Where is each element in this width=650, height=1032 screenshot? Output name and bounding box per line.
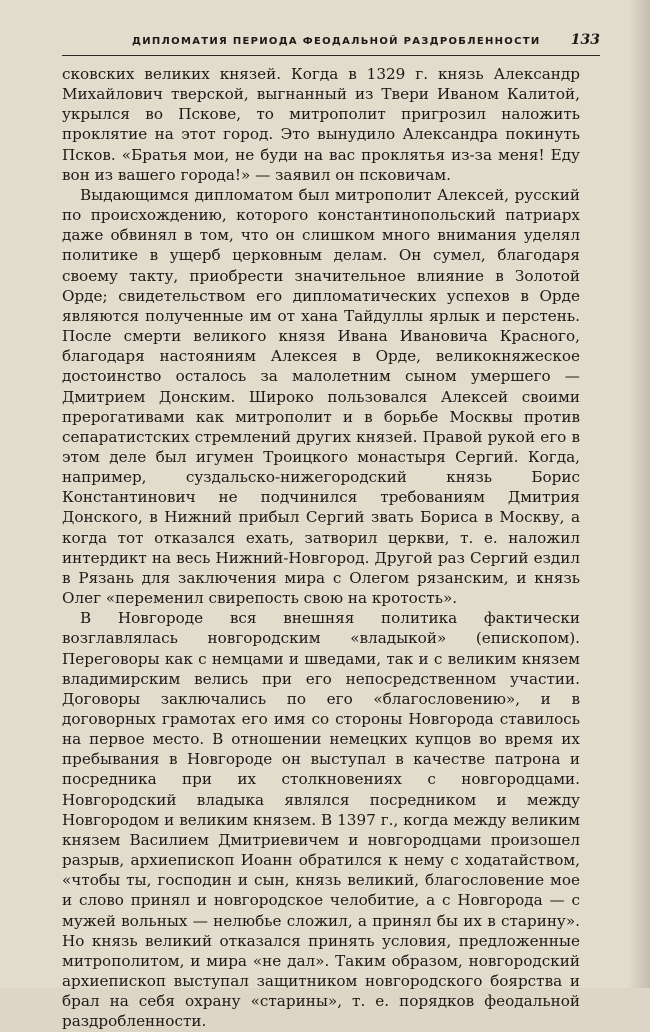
page-number: 133: [570, 32, 600, 48]
paragraph-continued: сковских великих князей. Когда в 1329 г. князь Александр Михайлович тверской, выгнанный из Твери Иваном Калитой, укрылся во Пскове, то митрополит пригрозил наложить проклятие на этот город. Это вынудило Александра покинуть Псков. «Братья мои, не буди на вас проклятья из-за меня! Еду вон из вашего города!» — заявил он псковичам.: [62, 65, 580, 184]
running-head: [62, 30, 600, 54]
running-title: ДИПЛОМАТИЯ ПЕРИОДА ФЕОДАЛЬНОЙ РАЗДРОБЛЕННОСТИ: [132, 36, 541, 47]
body-text: [62, 64, 580, 1032]
paragraph-novgorod: В Новгороде вся внешняя политика фактически возглавлялась новгородским «владыкой» (епископом). Переговоры как с немцами и шведами, так и с великим князем владимирским велись при его непосредственном участии. Договоры заключались по его «благословению», и в договорных грамотах его имя со стороны Новгорода ставилось на первое место. В отношении немецких купцов во время их пребывания в Новгороде он выступал в качестве патрона и посредника при их столкновениях с новгородцами. Новгородский владыка являлся посредником и между Новгородом и великим князем. В 1397 г., когда между великим князем Василием Дмитриевичем и новгородцами произошел разрыв, архиепископ Иоанн обратился к нему с ходатайством, «чтобы ты, господин и сын, князь великий, благословение мое и слово принял и новгородское челобитие, а с Новгорода — с мужей вольных — нелюбье сложил, а принял бы их в старину». Но князь великий отказался принять условия, предложенные митрополитом, и мира «не дал». Таким образом, новгородский архиепископ выступал защитником новгородского боярства и брал на себя охрану «старины», т. е. порядков феодальной раздробленности.: [62, 609, 580, 1031]
header-rule: [62, 55, 600, 56]
page-gutter-shadow: [628, 0, 650, 988]
paragraph-metropolitan-alexei: Выдающимся дипломатом был митрополит Алексей, русский по происхождению, которого константинопольский патриарх даже обвинял в том, что он слишком много внимания уделял политике в ущерб церковным делам. Он сумел, благодаря своему такту, приобрести значительное влияние в Золотой Орде; свидетельством его дипломатических успехов в Орде являются полученные им от хана Тайдуллы ярлык и перстень. После смерти великого князя Ивана Ивановича Красного, благодаря настояниям Алексея в Орде, великокняжеское достоинство осталось за малолетним сыном умершего — Дмитрием Донским. Широко пользовался Алексей своими прерогативами как митрополит и в борьбе Москвы против сепаратистских стремлений других князей. Правой рукой его в этом деле был игумен Троицкого монастыря Сергий. Когда, например, суздальско-нижегородский князь Борис Константинович не подчинился требованиям Дмитрия Донского, в Нижний прибыл Сергий звать Бориса в Москву, а когда тот отказался ехать, затворил церкви, т. е. наложил интердикт на весь Нижний-Новгород. Другой раз Сергий ездил в Рязань для заключения мира с Олегом рязанским, и князь Олег «переменил свирепость свою на кротость».: [62, 185, 580, 608]
